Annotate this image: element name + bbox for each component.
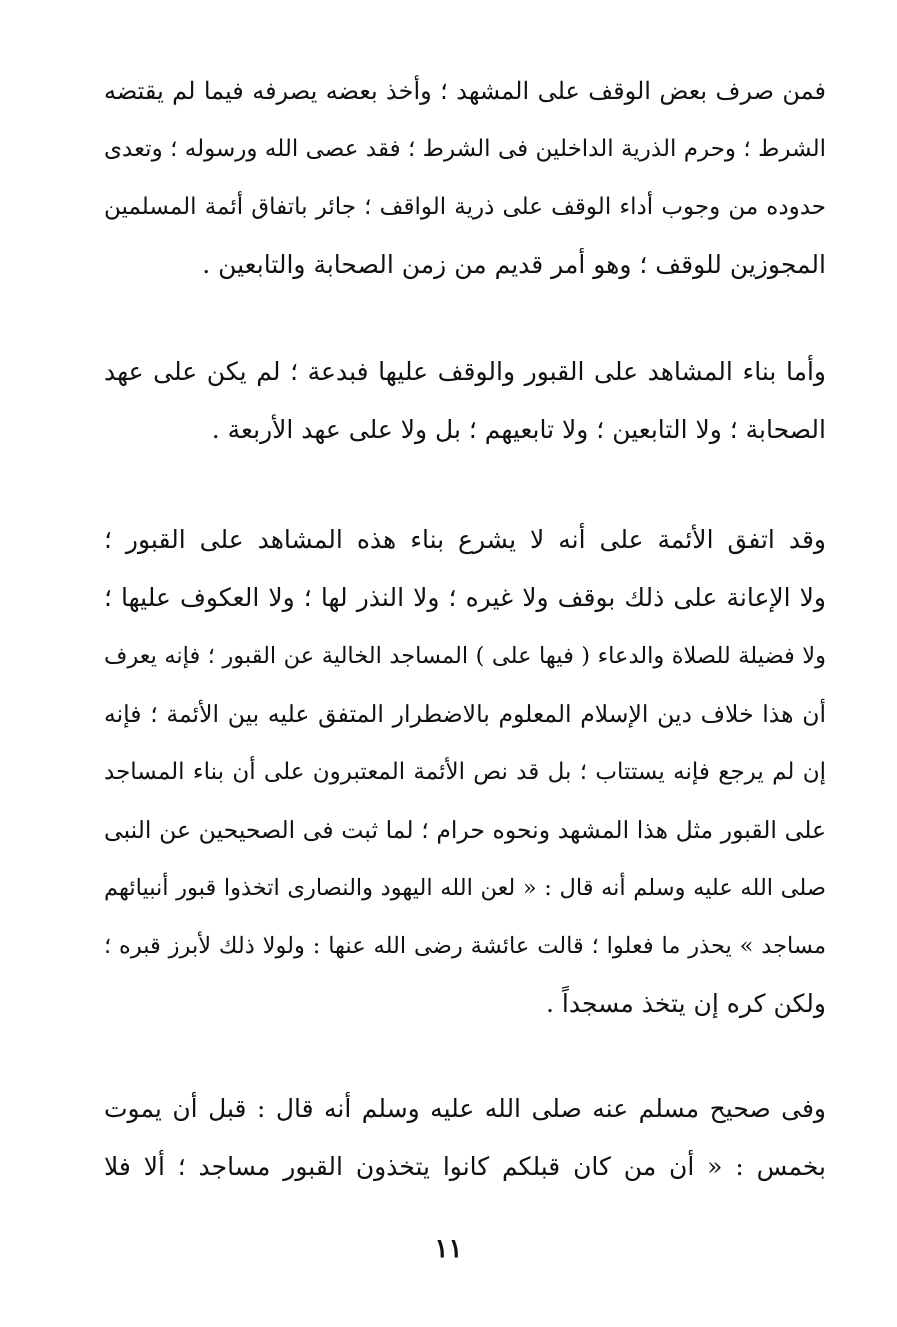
text-line: وقد اتفق الأئمة على أنه لا يشرع بناء هذه المشاهد على القبور ؛ <box>104 525 826 554</box>
text-line: ولا الإعانة على ذلك بوقف ولا غيره ؛ ولا النذر لها ؛ ولا العكوف عليها ؛ <box>104 583 826 612</box>
text-line: ولا فضيلة للصلاة والدعاء ( فيها على ) المساجد الخالية عن القبور ؛ فإنه يعرف <box>104 643 826 669</box>
paragraph-sahih-muslim <box>104 1080 826 1196</box>
text-line: بخمس : « أن من كان قبلكم كانوا يتخذون القبور مساجد ؛ ألا فلا <box>104 1152 826 1181</box>
text-line: إن لم يرجع فإنه يستتاب ؛ بل قد نص الأئمة المعتبرون على أن بناء المساجد <box>104 759 826 785</box>
text-line: حدوده من وجوب أداء الوقف على ذرية الواقف ؛ جائر باتفاق أئمة المسلمين <box>104 194 826 220</box>
text-line: صلى الله عليه وسلم أنه قال : « لعن الله اليهود والنصارى اتخذوا قبور أنبيائهم <box>104 875 826 901</box>
text-line: أن هذا خلاف دين الإسلام المعلوم بالاضطرار المتفق عليه بين الأئمة ؛ فإنه <box>104 700 826 728</box>
paragraph-imams-agreement <box>104 511 826 1033</box>
text-line: على القبور مثل هذا المشهد ونحوه حرام ؛ لما ثبت فى الصحيحين عن النبى <box>104 816 826 844</box>
paragraph-shrines-innovation <box>104 343 826 459</box>
text-line: الصحابة ؛ ولا التابعين ؛ ولا تابعيهم ؛ بل ولا على عهد الأربعة . <box>211 415 826 444</box>
text-line: وفى صحيح مسلم عنه صلى الله عليه وسلم أنه قال : قبل أن يموت <box>104 1094 826 1123</box>
text-line: ولكن كره إن يتخذ مسجداً . <box>546 989 826 1018</box>
paragraph-waqf-misuse <box>104 62 826 294</box>
text-line: المجوزين للوقف ؛ وهو أمر قديم من زمن الصحابة والتابعين . <box>202 250 826 279</box>
text-line: الشرط ؛ وحرم الذرية الداخلين فى الشرط ؛ فقد عصى الله ورسوله ؛ وتعدى <box>104 136 826 162</box>
text-line: مساجد » يحذر ما فعلوا ؛ قالت عائشة رضى الله عنها : ولولا ذلك لأبرز قبره ؛ <box>104 933 826 959</box>
text-line: وأما بناء المشاهد على القبور والوقف عليها فبدعة ؛ لم يكن على عهد <box>104 357 826 386</box>
page-number: ١١ <box>434 1234 463 1264</box>
text-line: فمن صرف بعض الوقف على المشهد ؛ وأخذ بعضه يصرفه فيما لم يقتضه <box>104 77 826 105</box>
